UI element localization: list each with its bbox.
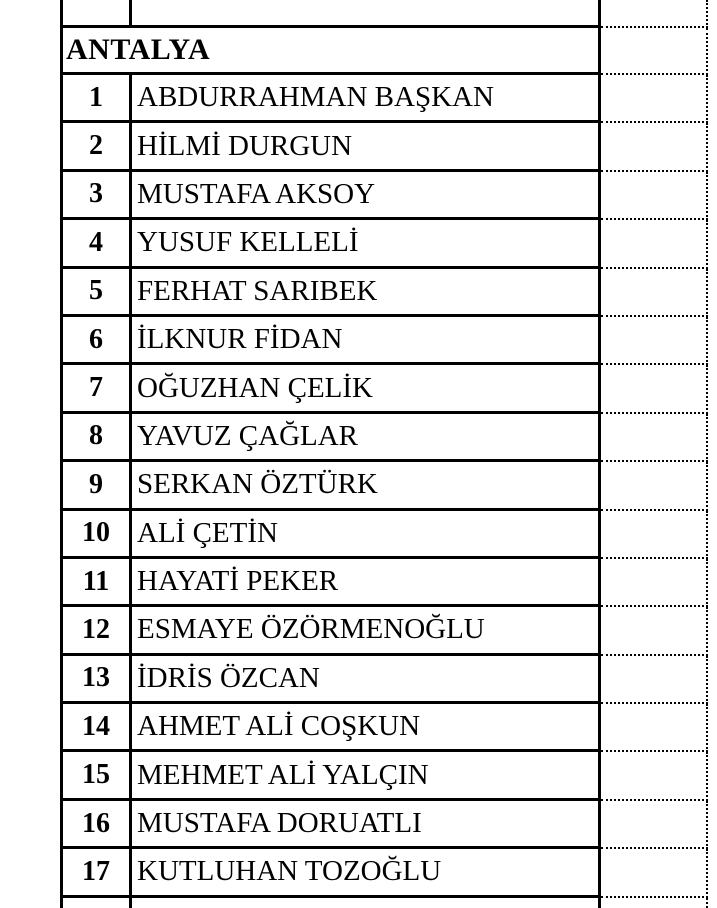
row-number-cell	[60, 0, 132, 28]
candidate-name-cell: HİLMİ DURGUN	[132, 123, 601, 171]
page-margin-left	[0, 801, 60, 849]
table-row	[0, 607, 717, 655]
row-number-cell: 8	[60, 414, 132, 462]
page-margin-right	[708, 898, 717, 908]
page-margin-right	[708, 365, 717, 413]
table-row-partial-bottom	[0, 898, 717, 908]
page-margin-left	[0, 172, 60, 220]
row-number-cell: 7	[60, 365, 132, 413]
row-number-cell: 2	[60, 123, 132, 171]
stamp-column-cell	[601, 559, 708, 607]
row-number-cell: 6	[60, 317, 132, 365]
stamp-column-cell	[601, 123, 708, 171]
stamp-column-cell	[601, 0, 708, 28]
row-number-cell: 13	[60, 656, 132, 704]
row-number-cell	[60, 898, 132, 908]
page-margin-right	[708, 220, 717, 268]
candidate-name-cell: İDRİS ÖZCAN	[132, 656, 601, 704]
candidate-name-cell: İLKNUR FİDAN	[132, 317, 601, 365]
page-margin-right	[708, 75, 717, 123]
row-number-cell: 10	[60, 511, 132, 559]
page-margin-left	[0, 656, 60, 704]
page-margin-right	[708, 607, 717, 655]
page-margin-left	[0, 0, 60, 28]
stamp-column-cell	[601, 365, 708, 413]
stamp-column-cell	[601, 704, 708, 752]
row-number-cell: 5	[60, 269, 132, 317]
candidate-name-cell: OĞUZHAN ÇELİK	[132, 365, 601, 413]
table-row	[0, 269, 717, 317]
candidate-name-cell: ALİ ÇETİN	[132, 511, 601, 559]
stamp-column-cell	[601, 414, 708, 462]
page-margin-right	[708, 752, 717, 800]
stamp-column-cell	[601, 511, 708, 559]
row-number-cell: 17	[60, 849, 132, 897]
stamp-column-cell	[601, 849, 708, 897]
page-margin-left	[0, 559, 60, 607]
candidate-name-cell	[132, 898, 601, 908]
page-margin-right	[708, 414, 717, 462]
table-row	[0, 752, 717, 800]
table-row	[0, 365, 717, 413]
candidate-name-cell: YAVUZ ÇAĞLAR	[132, 414, 601, 462]
stamp-column-cell	[601, 462, 708, 510]
page-margin-right	[708, 28, 717, 75]
row-number-cell: 15	[60, 752, 132, 800]
candidate-name-cell: MUSTAFA DORUATLI	[132, 801, 601, 849]
stamp-column-cell	[601, 269, 708, 317]
page-margin-left	[0, 704, 60, 752]
page-margin-left	[0, 462, 60, 510]
table-row	[0, 462, 717, 510]
candidate-name-cell: MUSTAFA AKSOY	[132, 172, 601, 220]
table-row	[0, 511, 717, 559]
table-row	[0, 123, 717, 171]
page-margin-left	[0, 511, 60, 559]
page-margin-left	[0, 898, 60, 908]
table-row	[0, 317, 717, 365]
row-number-cell: 11	[60, 559, 132, 607]
row-number-cell: 4	[60, 220, 132, 268]
page-margin-left	[0, 607, 60, 655]
stamp-column-cell	[601, 607, 708, 655]
page-margin-right	[708, 317, 717, 365]
page-margin-right	[708, 849, 717, 897]
candidate-name-cell: ABDURRAHMAN BAŞKAN	[132, 75, 601, 123]
page-margin-right	[708, 269, 717, 317]
candidate-name-cell: YUSUF KELLELİ	[132, 220, 601, 268]
candidate-name-cell: AHMET ALİ COŞKUN	[132, 704, 601, 752]
row-number-cell: 1	[60, 75, 132, 123]
table-row	[0, 414, 717, 462]
page-margin-left	[0, 752, 60, 800]
page-margin-left	[0, 269, 60, 317]
candidate-name-cell: KUTLUHAN TOZOĞLU	[132, 849, 601, 897]
table-row	[0, 801, 717, 849]
stamp-column-cell	[601, 317, 708, 365]
table-row	[0, 704, 717, 752]
candidate-name-cell: ESMAYE ÖZÖRMENOĞLU	[132, 607, 601, 655]
page-margin-right	[708, 462, 717, 510]
stamp-column-cell	[601, 75, 708, 123]
candidate-name-cell: FERHAT SARIBEK	[132, 269, 601, 317]
page-margin-left	[0, 28, 60, 75]
page-margin-left	[0, 220, 60, 268]
stamp-column-cell	[601, 220, 708, 268]
page-margin-right	[708, 704, 717, 752]
page-margin-left	[0, 75, 60, 123]
region-header-row	[0, 28, 717, 75]
row-number-cell: 16	[60, 801, 132, 849]
row-number-cell: 3	[60, 172, 132, 220]
stamp-column-cell	[601, 28, 708, 75]
table-row	[0, 559, 717, 607]
page-margin-right	[708, 656, 717, 704]
row-number-cell: 14	[60, 704, 132, 752]
candidate-name-cell: HAYATİ PEKER	[132, 559, 601, 607]
page-margin-right	[708, 172, 717, 220]
page-margin-left	[0, 365, 60, 413]
table-row	[0, 849, 717, 897]
page-margin-right	[708, 801, 717, 849]
page-margin-left	[0, 123, 60, 171]
page-margin-right	[708, 511, 717, 559]
candidate-name-cell: SERKAN ÖZTÜRK	[132, 462, 601, 510]
row-number-cell: 12	[60, 607, 132, 655]
page-margin-left	[0, 849, 60, 897]
table-row	[0, 75, 717, 123]
region-header-cell: ANTALYA	[60, 28, 601, 75]
page-margin-left	[0, 317, 60, 365]
table-row	[0, 172, 717, 220]
page-margin-right	[708, 0, 717, 28]
stamp-column-cell	[601, 752, 708, 800]
stamp-column-cell	[601, 801, 708, 849]
page-margin-right	[708, 123, 717, 171]
table-row	[0, 656, 717, 704]
table-row-partial-top	[0, 0, 717, 28]
page-margin-right	[708, 559, 717, 607]
row-number-cell: 9	[60, 462, 132, 510]
candidate-name-cell: MEHMET ALİ YALÇIN	[132, 752, 601, 800]
stamp-column-cell	[601, 898, 708, 908]
stamp-column-cell	[601, 172, 708, 220]
table-row	[0, 220, 717, 268]
stamp-column-cell	[601, 656, 708, 704]
candidate-name-cell	[132, 0, 601, 28]
page-margin-left	[0, 414, 60, 462]
